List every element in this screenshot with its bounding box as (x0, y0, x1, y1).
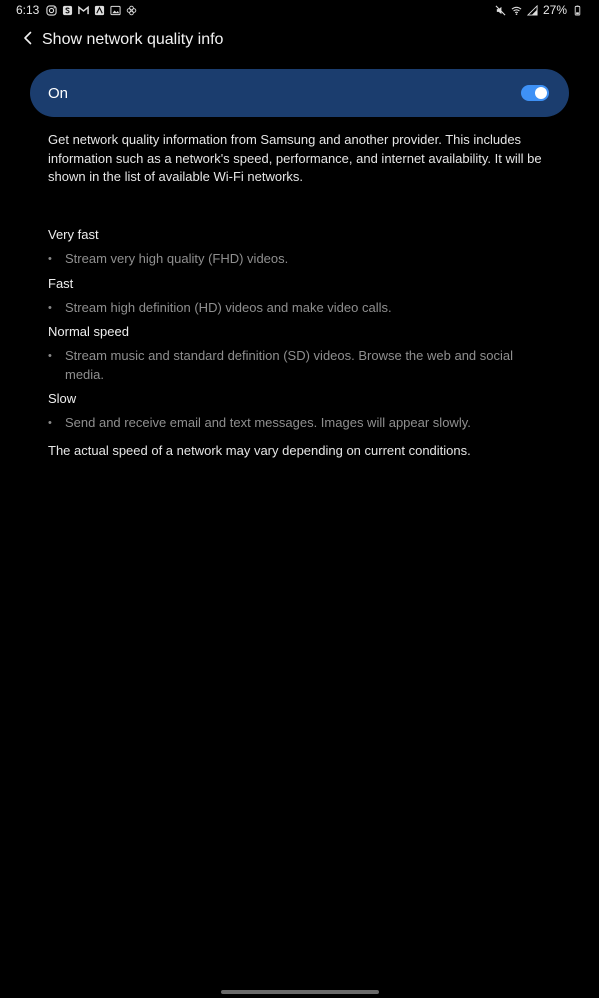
speed-group-normal (48, 323, 553, 384)
status-time: 6:13 (16, 3, 40, 17)
battery-icon (572, 5, 583, 16)
master-toggle-row[interactable] (30, 69, 569, 117)
speed-group-very-fast (48, 226, 553, 269)
settings-flower-icon (126, 5, 137, 16)
speed-heading: Slow (48, 391, 77, 406)
speed-bullet (48, 250, 553, 269)
on-off-switch[interactable] (521, 85, 549, 101)
description-text: Get network quality information from Samsung and another provider. This includes information such as a network's speed, performance, and internet availability. It will be shown in the list of available Wi-Fi networks. (48, 132, 542, 184)
signal-icon (527, 5, 538, 16)
speed-bullet (48, 299, 553, 318)
mute-icon (495, 5, 506, 16)
instagram-icon (46, 5, 57, 16)
chevron-left-icon (20, 30, 36, 51)
speed-bullet (48, 414, 553, 433)
app-s-icon (62, 5, 73, 16)
gallery-icon (110, 5, 121, 16)
speed-group-fast (48, 275, 553, 318)
battery-percentage: 27% (542, 3, 567, 17)
speed-group-slow (48, 390, 553, 433)
footnote-text: The actual speed of a network may vary depending on current conditions. (48, 443, 471, 458)
status-bar (0, 0, 599, 20)
speed-detail: Stream high definition (HD) videos and make video calls. (65, 299, 392, 315)
gesture-nav-handle[interactable] (221, 990, 379, 994)
bullet-icon: • (48, 301, 52, 314)
speed-heading: Very fast (48, 227, 99, 242)
gmail-icon (78, 5, 89, 16)
maps-icon (94, 5, 105, 16)
toggle-label: On (48, 84, 69, 102)
switch-knob (535, 87, 547, 99)
bullet-icon: • (48, 253, 52, 265)
speed-list (48, 226, 553, 439)
bullet-icon: • (48, 417, 52, 429)
app-header (0, 26, 599, 54)
status-right (495, 3, 583, 17)
wifi-icon (511, 5, 522, 16)
speed-detail: Stream music and standard definition (SD) videos. Browse the web and social media. (65, 348, 513, 382)
speed-heading: Normal speed (48, 324, 129, 339)
status-left (16, 3, 137, 17)
page-title: Show network quality info (42, 31, 224, 48)
speed-detail: Send and receive email and text messages. Images will appear slowly. (65, 415, 471, 430)
speed-bullet (48, 347, 553, 384)
speed-heading: Fast (48, 275, 74, 291)
speed-detail: Stream very high quality (FHD) videos. (65, 251, 289, 266)
bullet-icon: • (48, 350, 52, 362)
